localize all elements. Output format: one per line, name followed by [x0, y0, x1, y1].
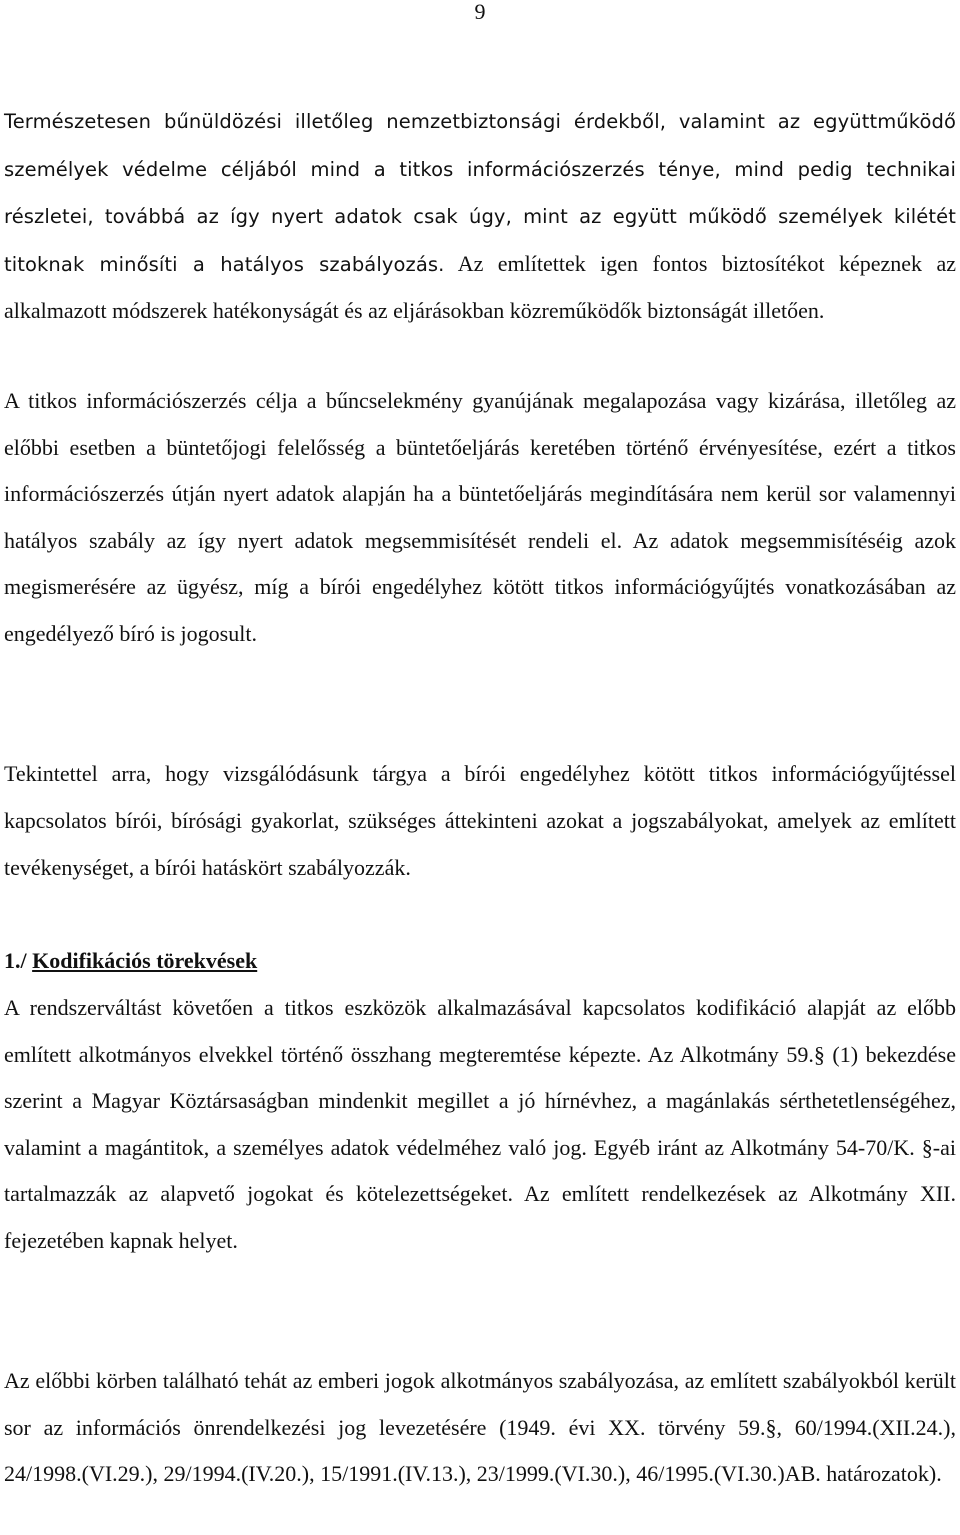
paragraph-secrecy-part2: Az említettek igen fontos biztosítékot képeznek az alkalmazott módszerek hatékonyságát és az eljárásokban közreműködők biztonságát illetően. [4, 250, 956, 323]
paragraph-rights-text: Az előbbi körben található tehát az emberi jogok alkotmányos szabályozása, az említett szabályokból került sor az információs önrendelkezési jog levezetésére (1949. évi XX. törvény 59.§, 60/1994.(XII.24.), 24/1998.(VI.29.), 29/1994.(IV.20.), 15/1991.(IV.13.), 23/1999.(VI.30.), 46/1995.(VI.30.)AB. határozatok). [4, 1368, 956, 1486]
paragraph-purpose-part1: A titkos információszerzés célja a bűncselekmény gyanújának megalapozása vagy kizárása, illetőleg az előbbi esetben a büntetőjogi felelősség a büntetőeljárás keretében történő érvényesítése, ezért a titkos információszerzés útján nyert adatok alapján ha a büntetőeljárás megindítására nem kerül sor valamennyi hatályos szabály az így nyert adatok megsemmisítését rendeli el. [4, 388, 956, 553]
section-number: 1./ [4, 948, 27, 973]
paragraph-purpose [4, 378, 956, 657]
page-number: 9 [474, 0, 486, 24]
paragraph-secrecy-part1: Természetesen bűnüldözési illetőleg nemzetbiztonsági érdekből, valamint az együttműködő személyek védelme céljából mind a titkos információszerzés ténye, mind pedig technikai részletei, továbbá az így nyert adatok csak úgy, mint az együtt működő személyek kilétét titoknak minősíti a hatályos szabályozás. [4, 110, 956, 276]
paragraph-rights [4, 1358, 956, 1498]
paragraph-scope-text: Tekintettel arra, hogy vizsgálódásunk tárgya a bírói engedélyhez kötött titkos információgyűjtéssel kapcsolatos bírói, bírósági gyakorlat, szükséges áttekinteni azokat a jogszabályokat, amelyek az említett tevékenységet, a bírói hatáskört szabályozzák. [4, 761, 956, 880]
paragraph-codification [4, 985, 956, 1264]
paragraph-secrecy [4, 98, 956, 335]
paragraph-codification-text: A rendszerváltást követően a titkos eszközök alkalmazásával kapcsolatos kodifikáció alapját az előbb említett alkotmányos elvekkel történő összhang megteremtése képezte. Az Alkotmány 59.§ (1) bekezdése szerint a Magyar Köztársaságban mindenkit megillet a jó hírnévhez, a magánlakás sérthetetlenségéhez, valamint a magántitok, a személyes adatok védelméhez való jog. Egyéb iránt az Alkotmány 54-70/K. §-ai tartalmazzák az alapvető jogokat és kötelezettségeket. Az említett rendelkezések az Alkotmány XII. fejezetében kapnak helyet. [4, 995, 956, 1253]
section-title: Kodifikációs törekvések [32, 948, 258, 973]
paragraph-purpose-part2: Az adatok megsemmisítéséig azok megismerésére az ügyész, míg a bírói engedélyhez kötött titkos információgyűjtés vonatkozásában az engedélyező bíró is jogosult. [4, 527, 956, 646]
paragraph-scope [4, 750, 956, 891]
section-heading [4, 943, 257, 979]
